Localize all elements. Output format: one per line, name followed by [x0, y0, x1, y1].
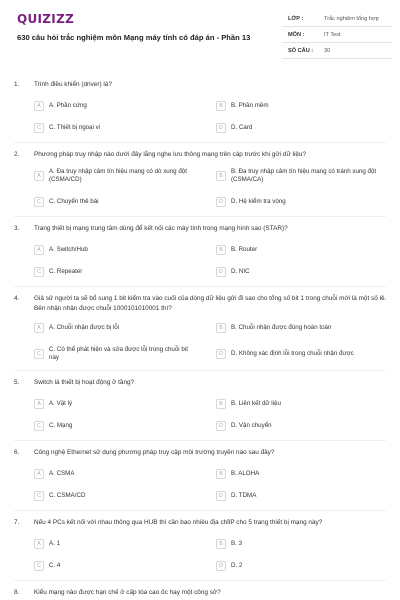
meta-row-count: [282, 43, 392, 59]
option-text: C. CSMA/CD: [49, 492, 86, 500]
option-text: D. 2: [231, 562, 243, 570]
option-letter-box: A: [34, 323, 44, 333]
option-a[interactable]: [34, 320, 199, 336]
option-letter-box: D: [216, 267, 226, 277]
option-text: C. Chuyển thẻ bài: [49, 198, 99, 206]
question-number: 1.: [14, 81, 20, 88]
option-letter-box: D: [216, 561, 226, 571]
option-b[interactable]: [216, 242, 381, 258]
option-text: C. Repeater: [49, 268, 83, 276]
option-a[interactable]: [34, 98, 199, 114]
option-b[interactable]: [216, 320, 381, 336]
option-c[interactable]: [34, 120, 199, 136]
option-text: D. Card: [231, 124, 253, 132]
option-letter-box: D: [216, 197, 226, 207]
option-c[interactable]: [34, 346, 199, 362]
question-number: 7.: [14, 519, 20, 526]
option-letter-box: A: [34, 245, 44, 255]
option-text: D. TDMA: [231, 492, 257, 500]
option-a[interactable]: [34, 396, 199, 412]
option-c[interactable]: [34, 264, 199, 280]
option-c[interactable]: [34, 558, 199, 574]
option-text: C. 4: [49, 562, 61, 570]
option-b[interactable]: [216, 168, 381, 184]
option-text: A. Chuỗi nhận được bị lỗi: [49, 324, 120, 332]
meta-row-class: [282, 11, 392, 27]
meta-value: Trắc nghiệm tổng hợp: [324, 15, 379, 22]
option-text: A. 1: [49, 540, 61, 548]
option-letter-box: A: [34, 171, 44, 181]
question-number: 8.: [14, 589, 20, 596]
option-text: A. Phần cứng: [49, 102, 87, 110]
option-b[interactable]: [216, 98, 381, 114]
divider: [14, 440, 386, 441]
option-text: B. Router: [231, 246, 258, 254]
question-number: 2.: [14, 151, 20, 158]
option-letter-box: B: [216, 469, 226, 479]
option-letter-box: C: [34, 561, 44, 571]
question-text: Switch là thiết bị hoạt động ở tầng?: [34, 379, 135, 386]
option-letter-box: D: [216, 491, 226, 501]
meta-value: 30: [324, 47, 331, 54]
option-text: D. NIC: [231, 268, 250, 276]
worksheet-header: [0, 0, 400, 64]
option-c[interactable]: [34, 194, 199, 210]
option-letter-box: C: [34, 421, 44, 431]
option-letter-box: C: [34, 491, 44, 501]
document-title: 630 câu hỏi trắc nghiệm môn Mạng máy tính có đáp án - Phần 13: [17, 33, 251, 42]
option-letter-box: A: [34, 469, 44, 479]
option-letter-box: B: [216, 323, 226, 333]
option-letter-box: A: [34, 399, 44, 409]
option-d[interactable]: [216, 346, 381, 362]
question-text: Trình điều khiển (driver) là?: [34, 81, 112, 88]
option-text: B. Chuỗi nhận được đúng hoàn toàn: [231, 324, 332, 332]
question-number: 5.: [14, 379, 20, 386]
option-text: A. Đa truy nhập cảm tín hiệu mang có dò xung đột (CSMA/CD): [49, 168, 187, 183]
question-text: Giả sử người ta sẽ bổ sung 1 bit kiểm tra vào cuối của dòng dữ liệu gửi đi sao cho tổng số bit 1 trong chuỗi mới là một số lẻ. Bên nhận nhận được chuỗi 1000101010001 thì?: [34, 295, 387, 312]
option-text: A. Vật lý: [49, 400, 73, 408]
option-text: A. Switch/Hub: [49, 246, 88, 254]
option-d[interactable]: [216, 488, 381, 504]
option-text: C. Có thể phát hiện và sửa được lỗi trong chuỗi bit này: [49, 346, 188, 361]
option-letter-box: B: [216, 539, 226, 549]
meta-label: LỚP :: [288, 15, 304, 22]
option-text: A. CSMA: [49, 470, 75, 478]
option-letter-box: D: [216, 349, 226, 359]
option-d[interactable]: [216, 558, 381, 574]
quizizz-logo: QUIZIZZ: [17, 12, 75, 26]
option-text: B. Liên kết dữ liệu: [231, 400, 281, 408]
meta-label: MÔN :: [288, 31, 305, 38]
option-c[interactable]: [34, 488, 199, 504]
option-letter-box: C: [34, 349, 44, 359]
option-letter-box: C: [34, 197, 44, 207]
option-letter-box: C: [34, 267, 44, 277]
option-letter-box: B: [216, 399, 226, 409]
question-text: Nếu 4 PCs kết nối với nhau thông qua HUB thì cần bao nhiêu địa chỉIP cho 5 trang thiết bị mạng này?: [34, 519, 323, 526]
option-letter-box: D: [216, 421, 226, 431]
question-text: Trang thiết bị mạng trung tâm dùng để kết nối các máy tính trong mạng hình sao (STAR)?: [34, 225, 288, 232]
question-text: Kiểu mạng nào được hạn chế ở cấp tòa cao ốc hay một công sở?: [34, 589, 221, 596]
meta-row-subject: [282, 27, 392, 43]
option-a[interactable]: [34, 536, 199, 552]
option-d[interactable]: [216, 194, 381, 210]
option-text: B. Phần mềm: [231, 102, 269, 110]
divider: [14, 216, 386, 217]
option-text: D. Hệ kiểm tra vòng: [231, 198, 286, 206]
option-c[interactable]: [34, 418, 199, 434]
option-text: B. ALOHA: [231, 470, 260, 478]
option-letter-box: C: [34, 123, 44, 133]
meta-value: IT Test: [324, 31, 341, 38]
divider: [14, 286, 386, 287]
question-text: Công nghệ Ethernet sử dụng phương pháp truy cập môi trường truyền nào sau đây?: [34, 449, 275, 456]
option-b[interactable]: [216, 536, 381, 552]
option-text: D. Không xác định lỗi trong chuỗi nhận được: [231, 350, 354, 358]
question-text: Phương pháp truy nhập nào dưới đây lắng nghe lưu thông mạng trên cáp trước khi gửi dữ liệu?: [34, 151, 307, 158]
option-a[interactable]: [34, 466, 199, 482]
divider: [14, 370, 386, 371]
option-text: C. Mạng: [49, 422, 73, 430]
option-text: B. Đa truy nhập cảm tín hiệu mang có tránh xung đột (CSMA/CA): [231, 168, 377, 183]
option-letter-box: B: [216, 171, 226, 181]
option-text: B. 3: [231, 540, 243, 548]
divider: [14, 142, 386, 143]
option-text: D. Vận chuyển: [231, 422, 272, 430]
option-letter-box: A: [34, 101, 44, 111]
option-letter-box: D: [216, 123, 226, 133]
meta-label: SỐ CÂU :: [288, 47, 314, 54]
question-number: 3.: [14, 225, 20, 232]
option-d[interactable]: [216, 264, 381, 280]
divider: [14, 510, 386, 511]
question-number: 4.: [14, 295, 20, 302]
option-d[interactable]: [216, 120, 381, 136]
option-a[interactable]: [34, 168, 199, 184]
option-b[interactable]: [216, 466, 381, 482]
option-d[interactable]: [216, 418, 381, 434]
meta-table: [282, 11, 392, 59]
option-a[interactable]: [34, 242, 199, 258]
option-letter-box: B: [216, 245, 226, 255]
question-number: 6.: [14, 449, 20, 456]
option-text: C. Thiết bị ngoại vi: [49, 124, 101, 132]
option-b[interactable]: [216, 396, 381, 412]
option-letter-box: A: [34, 539, 44, 549]
divider: [14, 580, 386, 581]
option-letter-box: B: [216, 101, 226, 111]
